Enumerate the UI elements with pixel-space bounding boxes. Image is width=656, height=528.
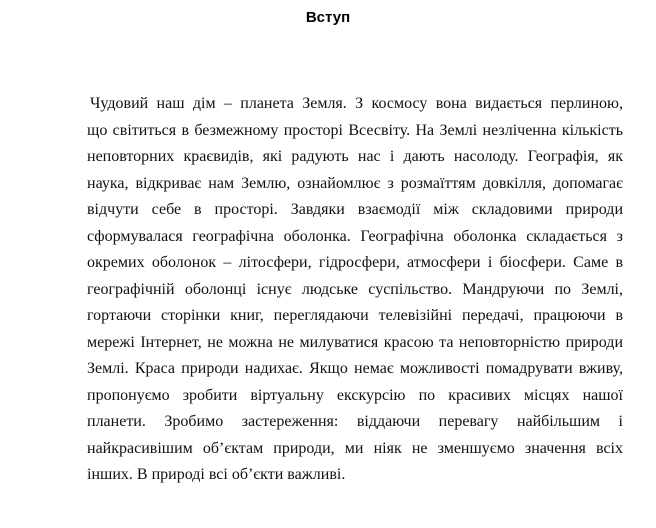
paragraph-line: окремих оболонок – літосфери, гідросфери, атмосфери і біосфери. Саме в: [87, 254, 623, 271]
paragraph-line: що світиться в безмежному просторі Всесвіту. На Землі незліченна кількість: [87, 121, 623, 139]
paragraph-line: сформувалася географічна оболонка. Географічна оболонка складається з: [87, 227, 623, 245]
paragraph-line: наука, відкриває нам Землю, ознайомлює з розмаїттям довкілля, допомагає: [87, 174, 623, 192]
paragraph-line: гортаючи сторінки книг, переглядаючи телевізійні передачі, працюючи в: [87, 307, 623, 324]
paragraph-line: найкрасивішим об’єктам природи, ми ніяк не зменшуємо значення всіх: [87, 439, 623, 457]
section-title: Вступ: [305, 9, 351, 26]
intro-paragraph: [87, 91, 623, 489]
paragraph-line: Землі. Краса природи надихає. Якщо немає можливості помадрувати вживу,: [87, 360, 623, 377]
paragraph-line: пропонуємо зробити віртуальну екскурсію по красивих місцях нашої: [87, 386, 623, 404]
paragraph-line: відчути себе в просторі. Завдяки взаємодії між складовими природи: [87, 201, 623, 218]
paragraph-line: географічній оболонці існує людське суспільство. Мандруючи по Землі,: [87, 280, 623, 298]
paragraph-line: неповторних краєвидів, які радують нас і дають насолоду. Географія, як: [87, 148, 623, 165]
paragraph-line: мережі Інтернет, не можна не милуватися красою та неповторністю природи: [87, 333, 623, 351]
paragraph-line: планети. Зробимо застереження: віддаючи перевагу найбільшим і: [87, 413, 623, 430]
paragraph-line: інших. В природі всі об’єкти важливі.: [87, 466, 346, 483]
paragraph-line: Чудовий наш дім – планета Земля. З космосу вона видається перлиною,: [90, 95, 623, 112]
